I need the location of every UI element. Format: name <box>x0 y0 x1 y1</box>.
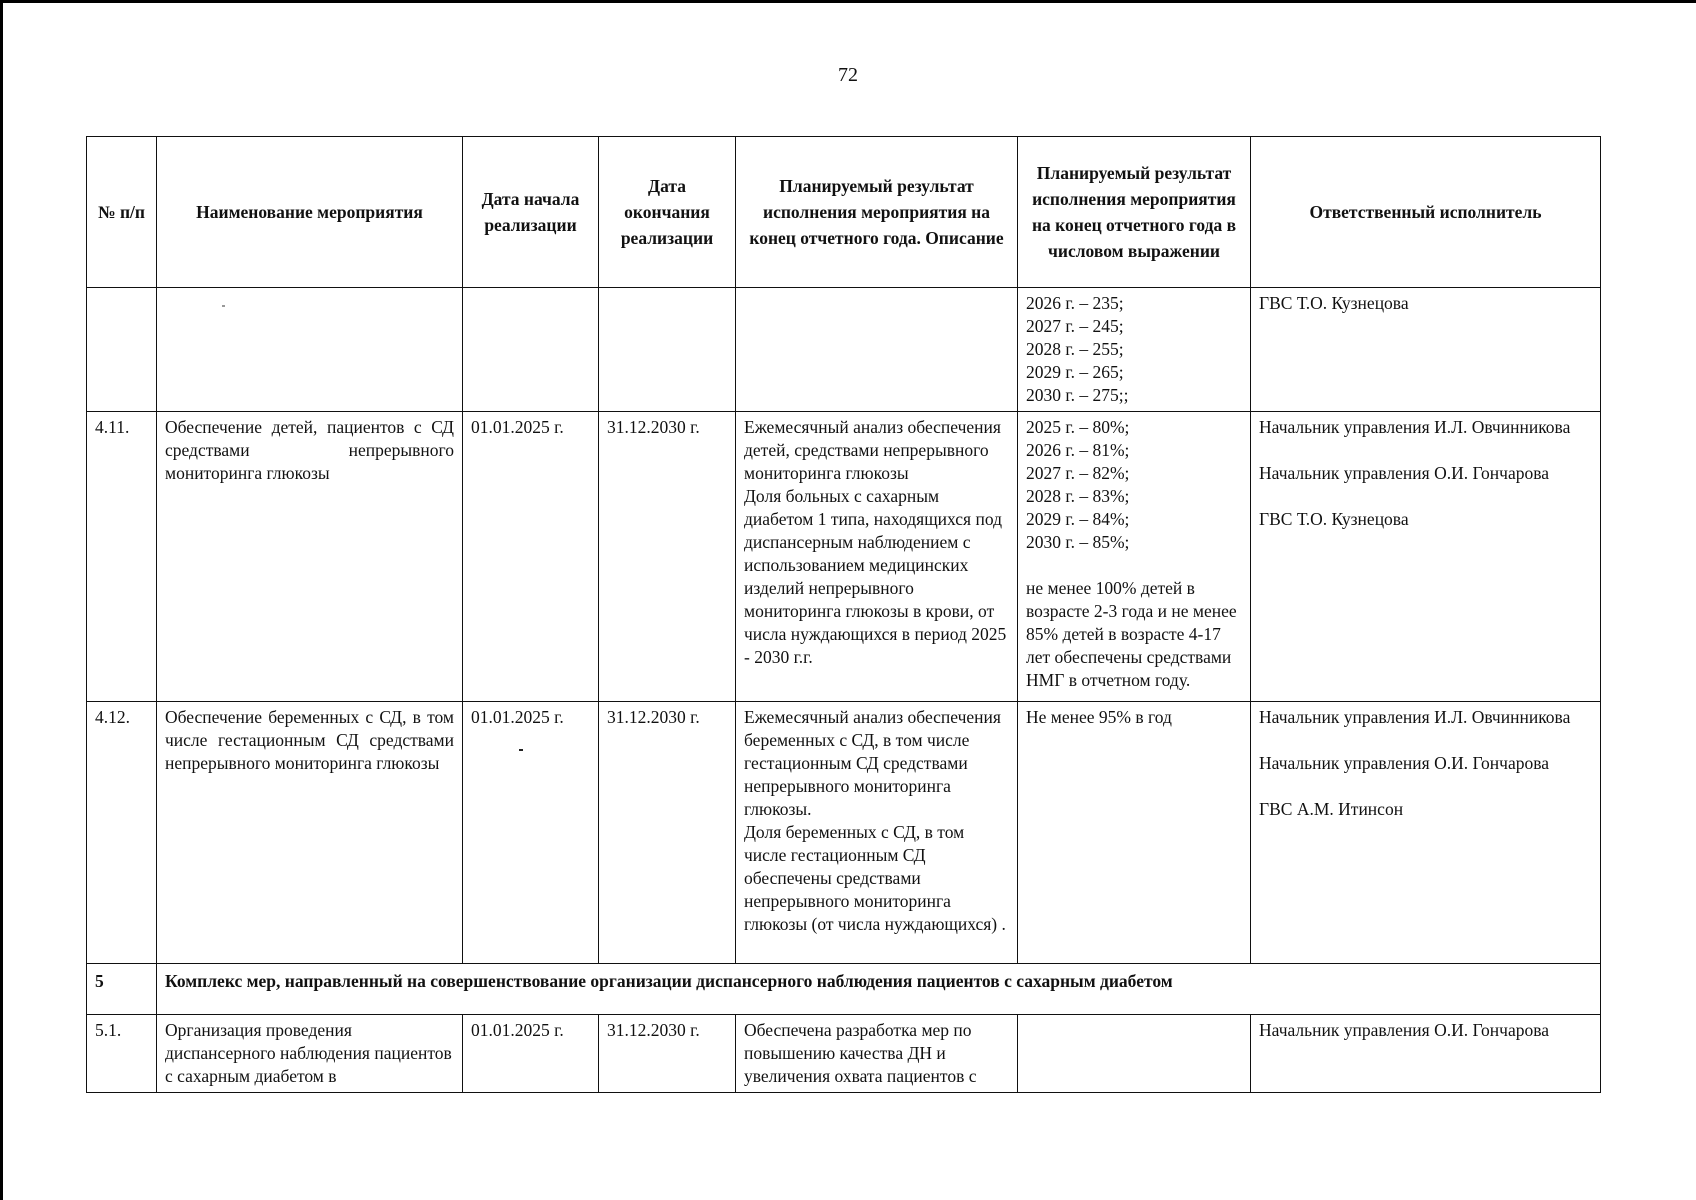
scan-speck <box>222 305 225 307</box>
cell-responsible <box>1251 412 1601 702</box>
header-name: Наименование мероприятия <box>157 137 463 288</box>
cell-result-description <box>736 288 1018 412</box>
cell-result-description <box>736 702 1018 964</box>
cell-end: 31.12.2030 г. <box>599 1015 736 1093</box>
header-result-description: Планируемый результат исполнения мероприятия на конец отчетного года. Описание <box>736 137 1018 288</box>
cell-start <box>463 288 599 412</box>
cell-result-numeric <box>1018 288 1251 412</box>
cell-name: Обеспечение беременных с СД, в том числе гестационным СД средствами непрерывного мониторинга глюкозы <box>157 702 463 964</box>
result-description-paragraph: Ежемесячный анализ обеспечения детей, средствами непрерывного мониторинга глюкозы <box>744 417 1001 483</box>
result-line: 2027 г. – 245; <box>1026 316 1124 336</box>
header-end-date: Дата окончания реализации <box>599 137 736 288</box>
cell-start: 01.01.2025 г. <box>463 412 599 702</box>
result-line: 2030 г. – 85%; <box>1026 532 1130 552</box>
stray-mark <box>519 749 523 751</box>
header-responsible: Ответственный исполнитель <box>1251 137 1601 288</box>
cell-start <box>463 702 599 964</box>
cell-start: 01.01.2025 г. <box>463 1015 599 1093</box>
spacer <box>1026 554 1242 577</box>
responsible-line: Начальник управления И.Л. Овчинникова <box>1259 417 1571 437</box>
result-line: 2025 г. – 80%; <box>1026 417 1130 437</box>
cell-num <box>87 288 157 412</box>
cell-result-description <box>736 412 1018 702</box>
table-header-row <box>87 137 1601 288</box>
result-description-paragraph: Ежемесячный анализ обеспечения беременных с СД, в том числе гестационным СД средствами непрерывного мониторинга глюкозы. <box>744 707 1001 819</box>
spacer <box>1259 439 1592 462</box>
result-line: 2029 г. – 84%; <box>1026 509 1130 529</box>
cell-responsible: Начальник управления О.И. Гончарова <box>1251 1015 1601 1093</box>
cell-end: 31.12.2030 г. <box>599 702 736 964</box>
cell-result-numeric <box>1018 412 1251 702</box>
result-line: 2030 г. – 275;; <box>1026 385 1129 405</box>
cell-responsible <box>1251 288 1601 412</box>
result-line: 2026 г. – 81%; <box>1026 440 1130 460</box>
cell-result-numeric <box>1018 1015 1251 1093</box>
table-row <box>87 412 1601 702</box>
result-description-paragraph: Доля беременных с СД, в том числе гестационным СД обеспечены средствами непрерывного мониторинга глюкозы (от числа нуждающихся) . <box>744 822 1006 934</box>
responsible-line: Начальник управления О.И. Гончарова <box>1259 753 1550 773</box>
result-line: 2028 г. – 255; <box>1026 339 1124 359</box>
responsible-line: Начальник управления О.И. Гончарова <box>1259 463 1550 483</box>
responsible-line: ГВС Т.О. Кузнецова <box>1259 509 1409 529</box>
spacer <box>1259 485 1592 508</box>
section-row <box>87 964 1601 1015</box>
result-line: Не менее 95% в год <box>1026 707 1172 727</box>
page-number: 72 <box>838 64 858 86</box>
table-row <box>87 288 1601 412</box>
header-start-date: Дата начала реализации <box>463 137 599 288</box>
header-result-numeric: Планируемый результат исполнения мероприятия на конец отчетного года в числовом выражении <box>1018 137 1251 288</box>
cell-result-numeric <box>1018 702 1251 964</box>
cell-result-description: Обеспечена разработка мер по повышению качества ДН и увеличения охвата пациентов с <box>736 1015 1018 1093</box>
spacer <box>1259 729 1592 752</box>
responsible-line: ГВС Т.О. Кузнецова <box>1259 293 1409 313</box>
result-line: 2029 г. – 265; <box>1026 362 1124 382</box>
cell-num: 4.11. <box>87 412 157 702</box>
cell-num: 5.1. <box>87 1015 157 1093</box>
section-title: Комплекс мер, направленный на совершенствование организации диспансерного наблюдения пациентов с сахарным диабетом <box>157 964 1601 1015</box>
cell-name: Обеспечение детей, пациентов с СД средствами непрерывного мониторинга глюкозы <box>157 412 463 702</box>
result-description-paragraph: Доля больных с сахарным диабетом 1 типа, находящихся под диспансерным наблюдением с использованием медицинских изделий непрерывного мониторинга глюкозы в крови, от числа нуждающихся в период 2025 - 2030 г.г. <box>744 486 1007 667</box>
responsible-line: Начальник управления И.Л. Овчинникова <box>1259 707 1571 727</box>
activities-table <box>86 136 1601 1093</box>
header-num: № п/п <box>87 137 157 288</box>
cell-end <box>599 288 736 412</box>
cell-end: 31.12.2030 г. <box>599 412 736 702</box>
start-date: 01.01.2025 г. <box>471 707 564 727</box>
result-note: не менее 100% детей в возрасте 2-3 года и не менее 85% детей в возрасте 4-17 лет обеспечены средствами НМГ в отчетном году. <box>1026 578 1237 690</box>
result-line: 2026 г. – 235; <box>1026 293 1124 313</box>
result-line: 2027 г. – 82%; <box>1026 463 1130 483</box>
section-num: 5 <box>87 964 157 1015</box>
table-row <box>87 1015 1601 1093</box>
cell-responsible <box>1251 702 1601 964</box>
cell-name: Организация проведения диспансерного наблюдения пациентов с сахарным диабетом в <box>157 1015 463 1093</box>
table-row <box>87 702 1601 964</box>
cell-num: 4.12. <box>87 702 157 964</box>
spacer <box>1259 775 1592 798</box>
responsible-line: ГВС А.М. Итинсон <box>1259 799 1404 819</box>
result-line: 2028 г. – 83%; <box>1026 486 1130 506</box>
cell-name <box>157 288 463 412</box>
